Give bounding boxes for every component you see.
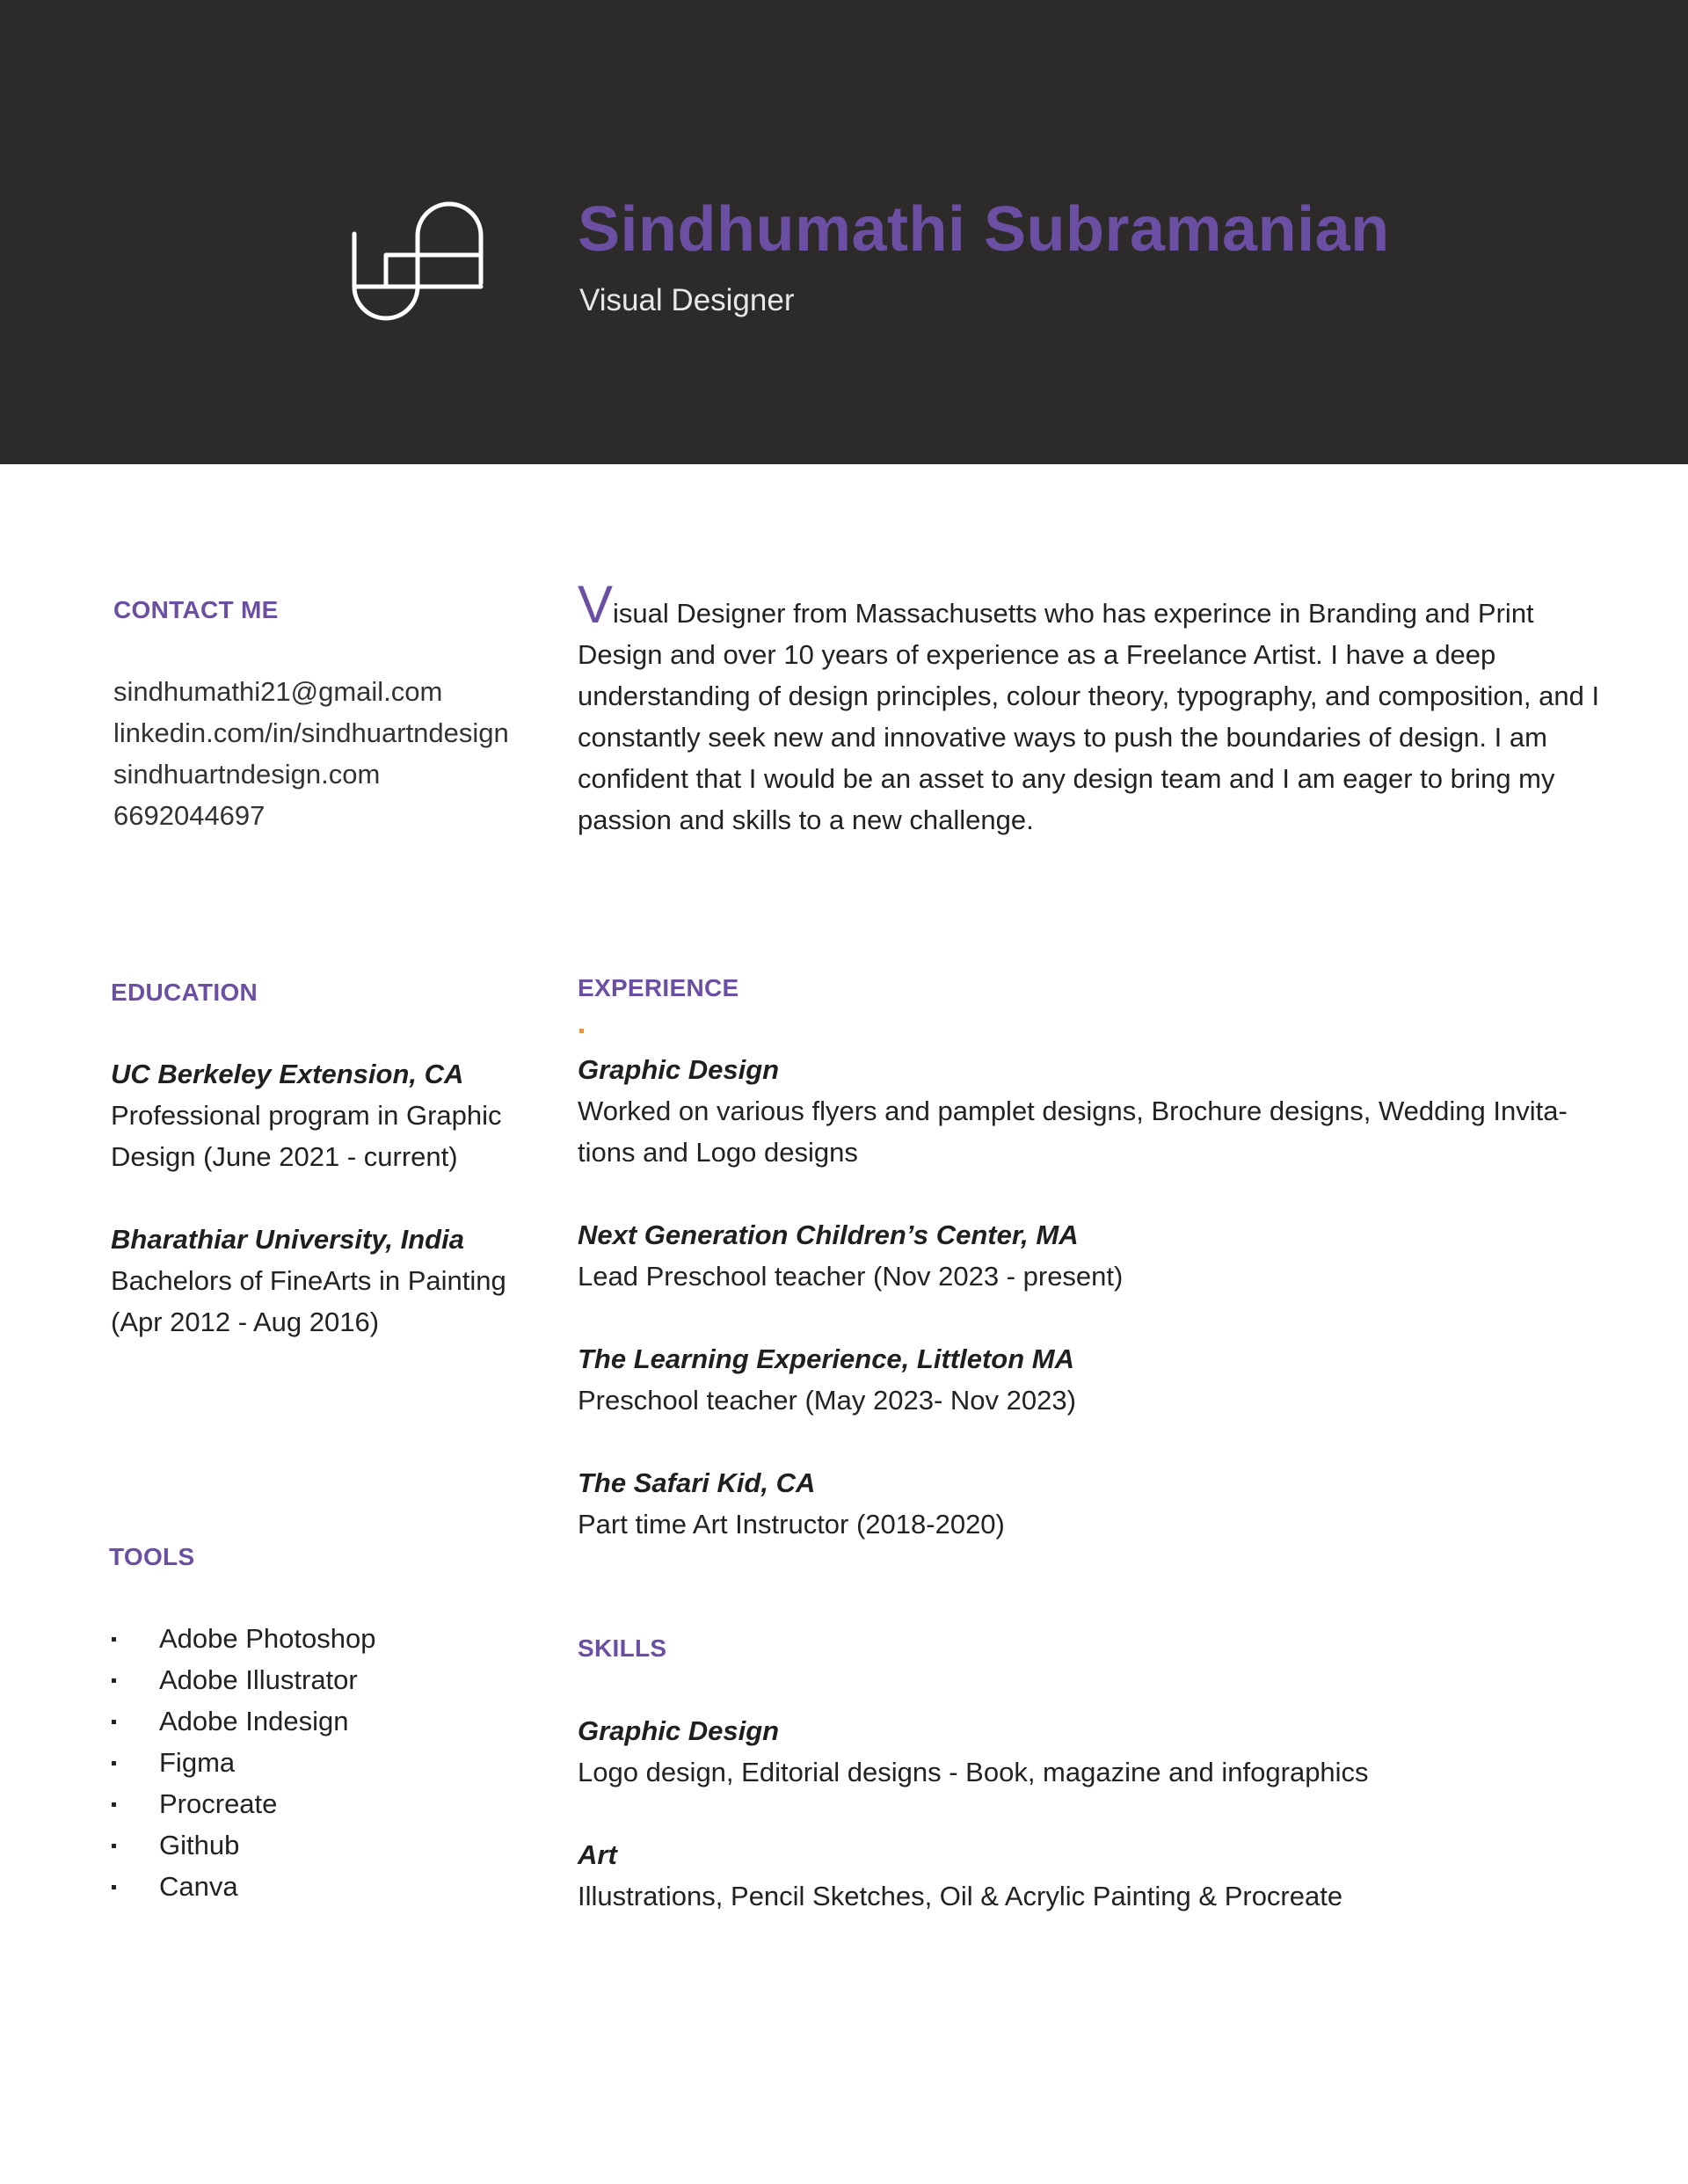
contact-website[interactable]: sindhuartndesign.com — [113, 759, 381, 790]
tools-list — [109, 1618, 376, 1907]
skills-section-title: SKILLS — [578, 1634, 667, 1662]
summary-text: isual Designer from Massachusetts who has experince in Branding and Print Design and over 10 years of experience as a Freelance Artist. I have a deep understanding of design principles, colour theory, typography, and composition, and I constantly seek new and innovative ways to push the boundaries of design. I am confident that I would be an asset to any design team and I am eager to bring my passion and skills to a new challenge. — [578, 598, 1600, 835]
list-item: Adobe Illustrator — [109, 1659, 376, 1700]
experience-item — [578, 1462, 1589, 1545]
list-item: Canva — [109, 1866, 376, 1907]
experience-heading: The Safari Kid, CA — [578, 1467, 816, 1498]
experience-item — [578, 1049, 1589, 1173]
education-item — [111, 1053, 524, 1177]
monogram-logo-icon — [350, 200, 484, 327]
candidate-role: Visual Designer — [579, 283, 795, 317]
summary-dropcap: V — [578, 575, 614, 634]
skill-item — [578, 1834, 1589, 1917]
experience-detail: Worked on various flyers and pamplet designs, Brochure designs, Wedding Invita-tions and Logo designs — [578, 1096, 1568, 1168]
skill-heading: Art — [578, 1839, 617, 1870]
experience-detail: Preschool teacher (May 2023- Nov 2023) — [578, 1385, 1076, 1416]
education-item — [111, 1219, 524, 1343]
tools-section-title: TOOLS — [109, 1543, 195, 1570]
profile-summary — [578, 575, 1615, 841]
contact-linkedin[interactable]: linkedin.com/in/sindhuartndesign — [113, 717, 509, 748]
list-item: Figma — [109, 1742, 376, 1783]
candidate-name: Sindhumathi Subramanian — [578, 194, 1390, 265]
list-item: Adobe Indesign — [109, 1700, 376, 1742]
skill-heading: Graphic Design — [578, 1715, 780, 1746]
experience-heading: Graphic Design — [578, 1054, 780, 1085]
header-banner — [0, 0, 1688, 464]
experience-section-title: EXPERIENCE — [578, 974, 739, 1001]
experience-item — [578, 1214, 1589, 1297]
skill-detail: Illustrations, Pencil Sketches, Oil & Acrylic Painting & Procreate — [578, 1881, 1343, 1911]
education-detail: Professional program in Graphic Design (June 2021 - current) — [111, 1100, 502, 1172]
contact-phone: 6692044697 — [113, 800, 266, 831]
contact-email[interactable]: sindhumathi21@gmail.com — [113, 676, 443, 707]
skill-detail: Logo design, Editorial designs - Book, magazine and infographics — [578, 1757, 1369, 1787]
experience-detail: Part time Art Instructor (2018-2020) — [578, 1509, 1005, 1540]
skill-item — [578, 1710, 1589, 1793]
education-detail: Bachelors of FineArts in Painting (Apr 2012 - Aug 2016) — [111, 1265, 506, 1337]
experience-heading: Next Generation Children’s Center, MA — [578, 1219, 1079, 1250]
list-item: Adobe Photoshop — [109, 1618, 376, 1659]
education-school: Bharathiar University, India — [111, 1224, 464, 1255]
experience-item — [578, 1338, 1589, 1421]
accent-dot — [579, 1029, 584, 1033]
education-school: UC Berkeley Extension, CA — [111, 1059, 464, 1089]
education-section-title: EDUCATION — [111, 979, 258, 1006]
contact-section-title: CONTACT ME — [113, 596, 279, 623]
list-item: Github — [109, 1824, 376, 1866]
experience-heading: The Learning Experience, Littleton MA — [578, 1343, 1074, 1374]
list-item: Procreate — [109, 1783, 376, 1824]
contact-details — [113, 671, 509, 836]
experience-detail: Lead Preschool teacher (Nov 2023 - present) — [578, 1261, 1124, 1292]
